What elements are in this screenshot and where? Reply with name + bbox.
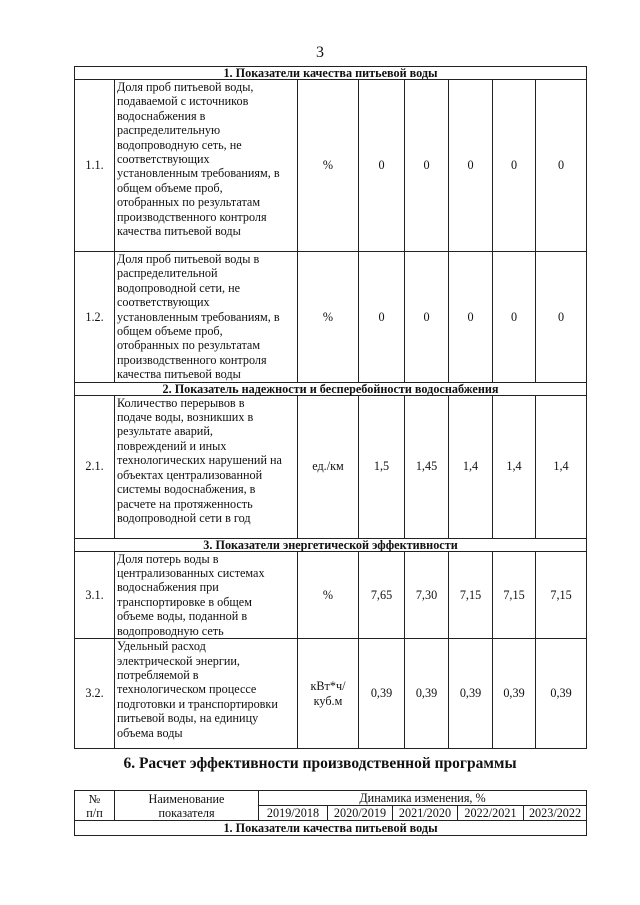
value-cell: 0,39 [536,639,587,749]
value-cell: 0 [536,252,587,383]
indicator-name-line: расчете на протяженность [117,496,253,511]
value-cell: 0 [359,80,405,252]
value-cell: 0 [449,252,493,383]
value-cell: 0 [493,252,536,383]
indicator-name-line: электрической энергии, [117,653,240,668]
table-row [75,252,587,383]
value-cell: 0,39 [493,639,536,749]
indicator-name-line: водопроводную сеть, не [117,137,242,152]
unit-line: куб.м [313,693,343,708]
unit: % [298,80,359,252]
indicator-name-line: технологическом процессе [117,682,257,697]
value-cell: 0,39 [405,639,449,749]
indicator-name-line: Доля проб питьевой воды в [117,252,260,266]
value-cell: 1,4 [536,395,587,538]
header-num [75,791,115,821]
table-row [75,80,587,252]
value-cell: 0 [493,80,536,252]
value-cell: 7,65 [359,551,405,638]
value-cell: 0 [359,252,405,383]
indicator-name-line: повреждений и иных [117,438,227,453]
header-line: п/п [86,805,103,820]
indicator-name-line: водопроводной сети в год [117,510,251,525]
unit: % [298,252,359,383]
indicator-name-line: Доля проб питьевой воды, [117,80,254,94]
indicator-name-line: водоснабжения при [117,580,219,595]
value-cell: 1,5 [359,395,405,538]
indicator-name [115,551,298,638]
indicator-name-line: объема воды [117,725,183,740]
indicator-name-line: распределительной [117,266,218,281]
value-cell: 0 [405,80,449,252]
section-row: 1. Показатели качества питьевой воды [75,821,587,836]
indicator-name-line: результате аварий, [117,424,213,439]
indicator-name-line: подаваемой с источников [117,94,249,109]
header-line: № [88,791,101,806]
year-header: 2021/2020 [393,806,458,821]
indicator-name-line: водопроводную сеть [117,623,224,638]
indicator-name-line: объектах централизованной [117,467,263,482]
indicator-name-line: водопроводной сети, не [117,280,241,295]
page-number: 3 [316,44,324,61]
indicators-table [74,66,587,749]
indicator-name-line: потребляемой в [117,667,199,682]
section-heading: 6. Расчет эффективности производственной программы [123,755,517,772]
unit: % [298,551,359,638]
value-cell: 1,4 [449,395,493,538]
header-line: показателя [158,805,215,820]
value-cell: 7,15 [449,551,493,638]
table-row [75,639,587,749]
efficiency-table [74,790,587,836]
row-number: 1.2. [75,252,115,383]
indicator-name-line: производственного контроля [117,352,267,367]
unit-line: кВт*ч/ [310,679,346,694]
value-cell: 1,4 [493,395,536,538]
indicator-name-line: соответствующих [117,152,210,167]
indicator-name [115,252,298,383]
indicator-name-line: подготовки и транспортировки [117,696,278,711]
row-number: 1.1. [75,80,115,252]
indicator-name-line: технологических нарушений на [117,453,282,468]
indicator-name [115,395,298,538]
unit: ед./км [298,395,359,538]
value-cell: 0,39 [359,639,405,749]
header-dynamics: Динамика изменения, % [259,791,587,806]
section-row: 1. Показатели качества питьевой воды [75,67,587,80]
indicator-name-line: Количество перерывов в [117,395,245,410]
indicator-name-line: централизованных системах [117,566,265,581]
indicator-name-line: объеме воды, поданной в [117,609,248,624]
indicator-name-line: соответствующих [117,295,210,310]
year-header: 2022/2021 [458,806,524,821]
value-cell: 0 [405,252,449,383]
indicator-name-line: отобранных по результатам [117,338,261,353]
indicator-name-line: Удельный расход [117,639,206,654]
value-cell: 0 [449,80,493,252]
indicator-name-line: распределительную [117,123,221,138]
value-cell: 7,30 [405,551,449,638]
unit [298,639,359,749]
year-header: 2020/2019 [328,806,393,821]
indicator-name-line: качества питьевой воды [117,224,241,239]
indicator-name-line: производственного контроля [117,209,267,224]
year-header: 2019/2018 [259,806,328,821]
indicator-name-line: водоснабжения в [117,108,206,123]
value-cell: 7,15 [536,551,587,638]
value-cell: 1,45 [405,395,449,538]
row-number: 3.2. [75,639,115,749]
table-row [75,551,587,638]
value-cell: 7,15 [493,551,536,638]
section-row: 2. Показатель надежности и бесперебойности водоснабжения [75,382,587,395]
row-number: 2.1. [75,395,115,538]
indicator-name-line: установленным требованиям, в [117,309,280,324]
year-header: 2023/2022 [524,806,587,821]
section-row: 3. Показатели энергетической эффективности [75,538,587,551]
indicator-name-line: питьевой воды, на единицу [117,711,259,726]
indicator-name [115,639,298,749]
indicator-name-line: общем объеме проб, [117,324,223,339]
value-cell: 0,39 [449,639,493,749]
value-cell: 0 [536,80,587,252]
indicator-name-line: установленным требованиям, в [117,166,280,181]
indicator-name-line: отобранных по результатам [117,195,261,210]
indicator-name-line: подаче воды, возникших в [117,410,254,425]
header-name [115,791,259,821]
indicator-name-line: качества питьевой воды [117,367,241,382]
table-row [75,395,587,538]
indicator-name [115,80,298,252]
row-number: 3.1. [75,551,115,638]
indicator-name-line: системы водоснабжения, в [117,482,256,497]
indicator-name-line: общем объеме проб, [117,180,223,195]
indicator-name-line: Доля потерь воды в [117,551,219,566]
header-line: Наименование [148,791,225,806]
indicator-name-line: транспортировке в общем [117,594,252,609]
